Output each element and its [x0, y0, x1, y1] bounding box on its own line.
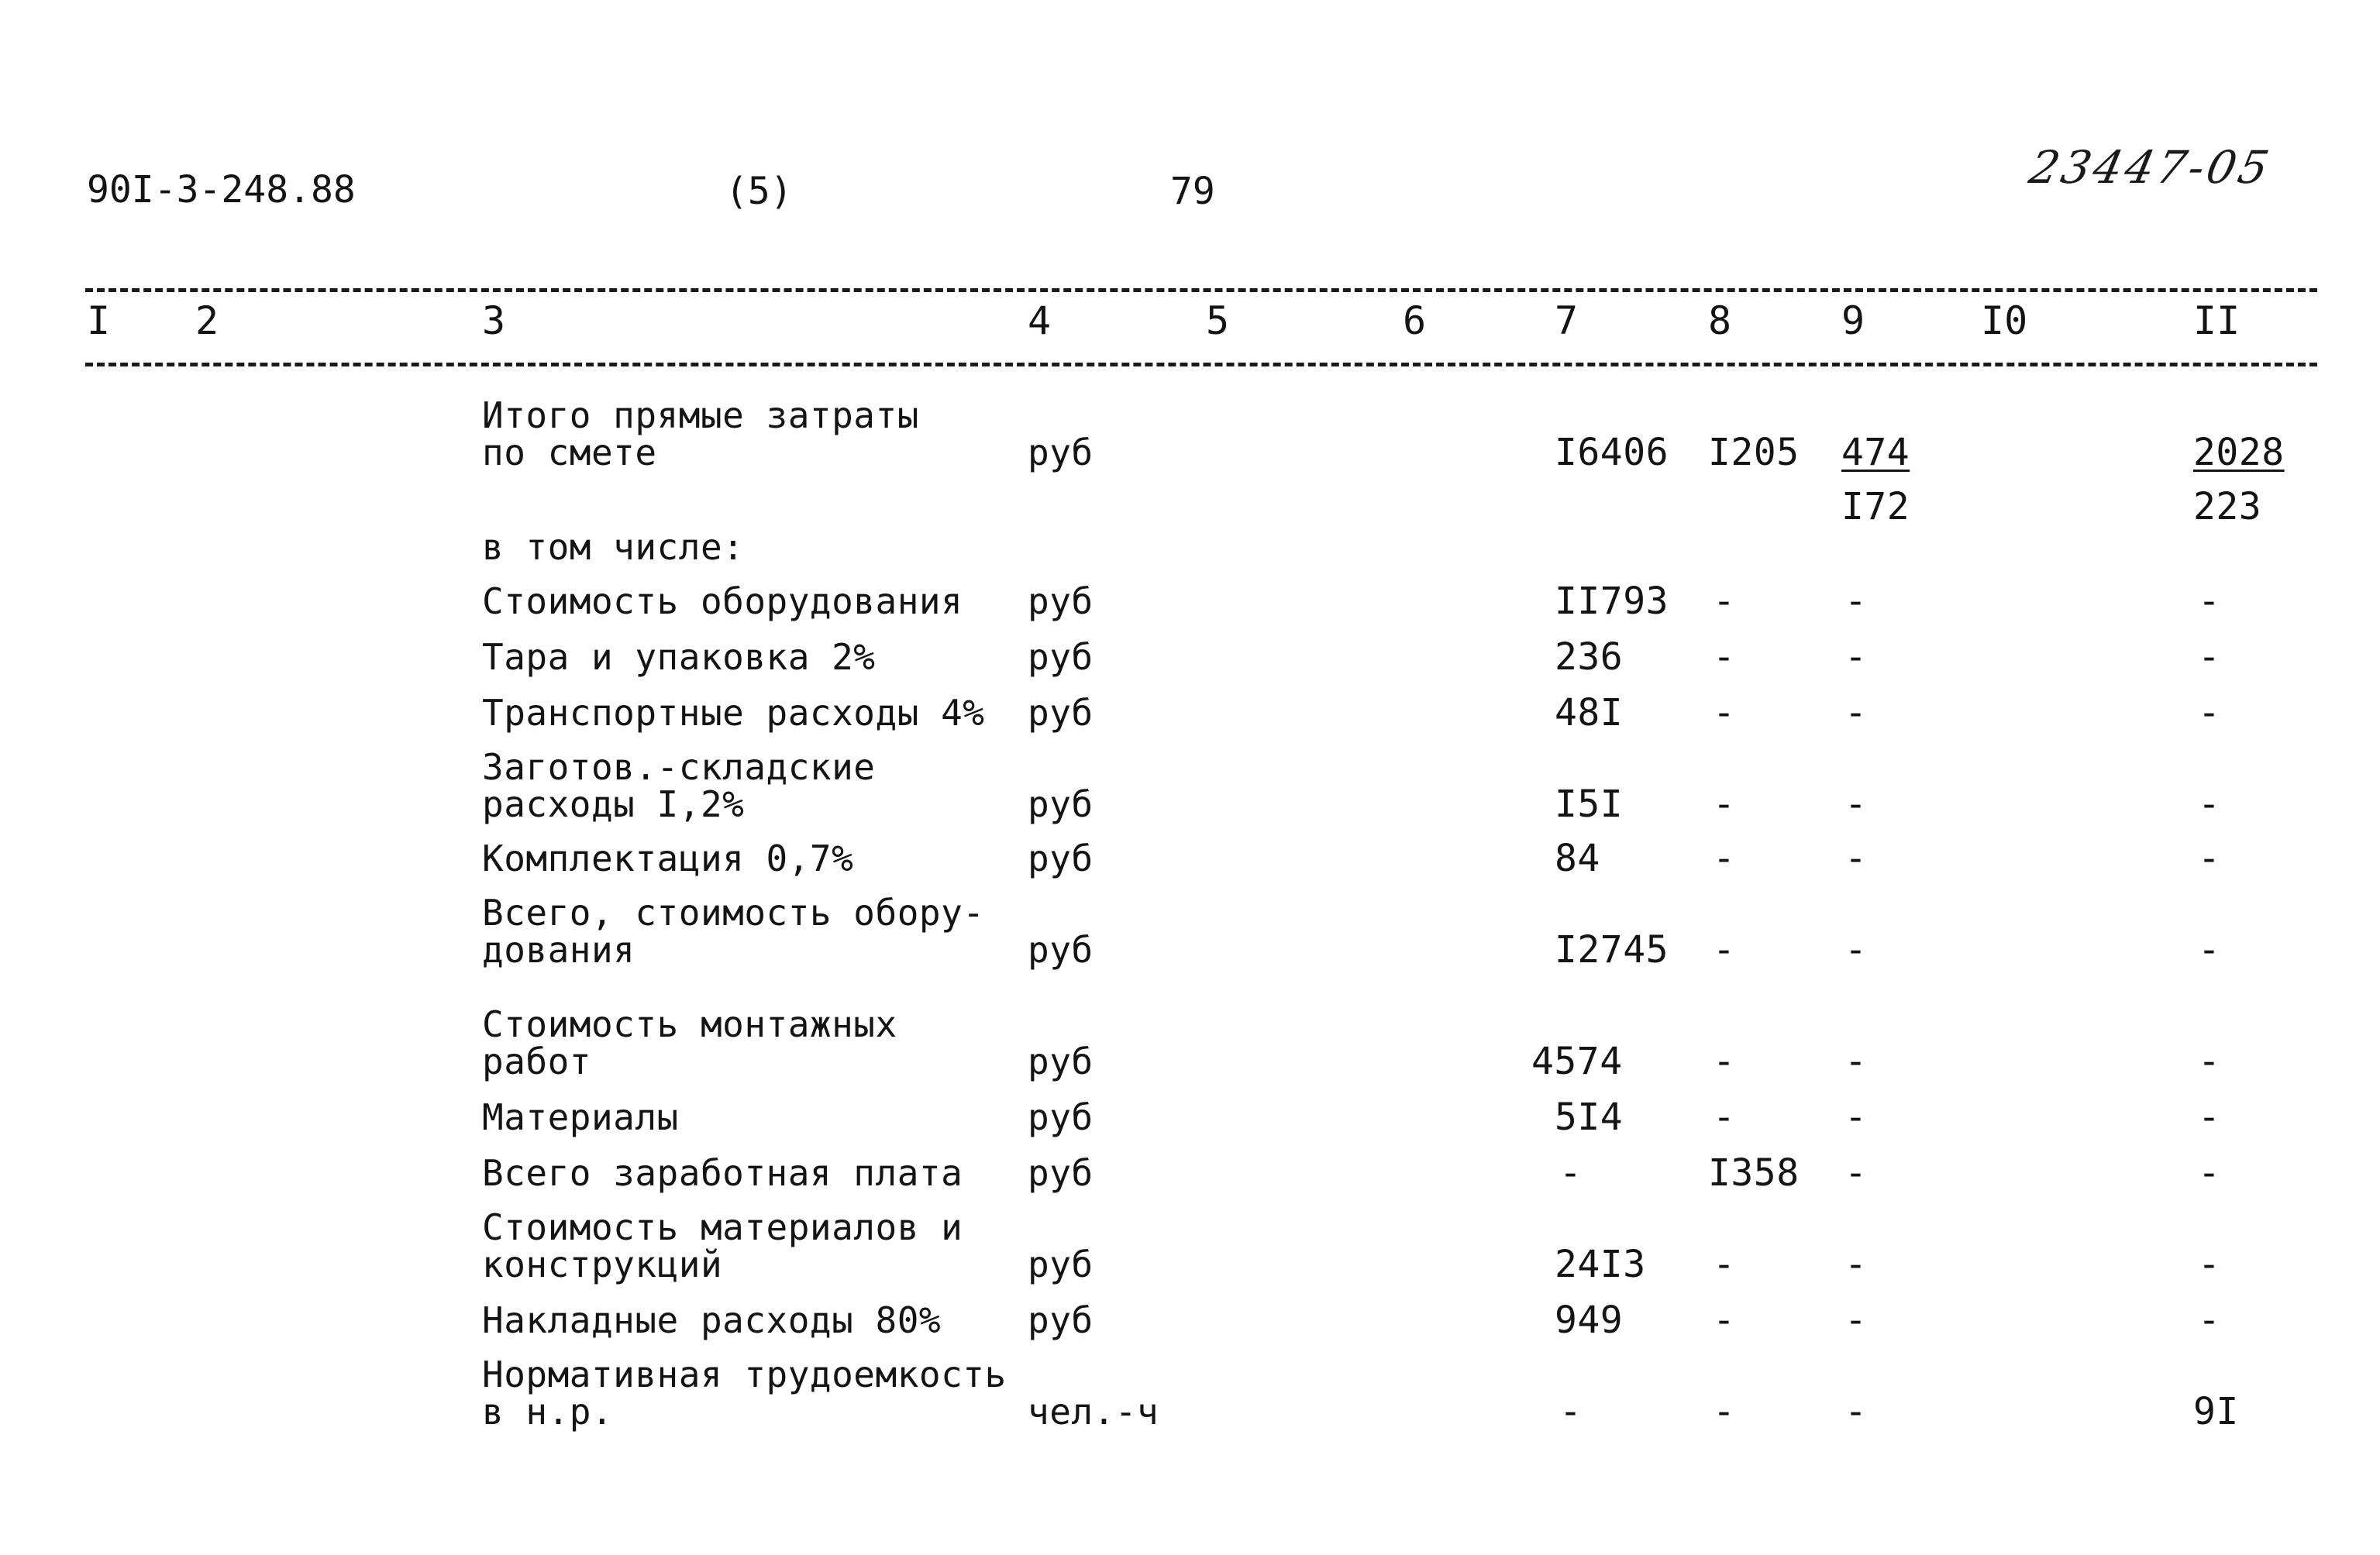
column-number-6: 6	[1403, 298, 1427, 343]
row-unit: руб	[1028, 580, 1094, 622]
cell-col8: -	[1713, 837, 1736, 880]
header-top-rule	[85, 288, 2317, 292]
row-name-line: расходы I,2%	[482, 783, 745, 825]
cell-col9-numerator: 474	[1841, 431, 1910, 474]
cell-col9: -	[1844, 837, 1868, 880]
cell-col7: 5I4	[1555, 1096, 1624, 1139]
cell-col7: 236	[1555, 635, 1624, 679]
column-number-5: 5	[1206, 298, 1230, 343]
cell-col8: -	[1713, 1040, 1736, 1083]
cell-col11: -	[2198, 1299, 2221, 1342]
cell-col7: -	[1559, 1151, 1583, 1195]
row-name-line: работ	[482, 1041, 591, 1082]
row-name-line: Накладные расходы 80%	[482, 1299, 942, 1341]
cell-col9: -	[1844, 783, 1868, 826]
row-name-line: Заготов.-складские	[482, 746, 876, 788]
cell-col11: -	[2198, 635, 2221, 679]
row-name-line: по смете	[482, 432, 657, 473]
cell-col7: I2745	[1555, 928, 1669, 972]
cell-col11-denominator: 223	[2193, 485, 2262, 528]
column-number-10: I0	[1981, 298, 2028, 343]
row-name-line: конструкций	[482, 1244, 723, 1285]
handwritten-number: 23447-05	[2024, 141, 2277, 194]
cell-col9: -	[1844, 1040, 1868, 1083]
cell-col9: -	[1844, 635, 1868, 679]
row-name-line: в том числе:	[482, 526, 745, 568]
column-number-3: 3	[482, 298, 506, 343]
cell-col8: -	[1713, 1096, 1736, 1139]
column-number-11: II	[2193, 298, 2241, 343]
cell-col7: 4574	[1531, 1040, 1623, 1083]
cell-col8: -	[1713, 580, 1736, 623]
column-number-2: 2	[195, 298, 219, 343]
row-unit: руб	[1028, 636, 1094, 678]
cell-col8: I358	[1708, 1151, 1800, 1195]
cell-col7: -	[1559, 1390, 1583, 1433]
cell-col7: 84	[1555, 837, 1600, 880]
row-unit: руб	[1028, 1096, 1094, 1138]
header-bottom-rule	[85, 363, 2317, 366]
cell-col7: II793	[1555, 580, 1669, 623]
row-name-line: Стоимость оборудования	[482, 580, 963, 622]
cell-col9: -	[1844, 1390, 1868, 1433]
row-name-line: Стоимость монтажных	[482, 1003, 897, 1045]
row-name-line: Комплектация 0,7%	[482, 838, 854, 879]
cell-col11-numerator: 2028	[2193, 431, 2285, 474]
column-number-4: 4	[1028, 298, 1052, 343]
cell-col11: -	[2198, 1243, 2221, 1286]
page-number: 79	[1170, 170, 1215, 213]
cell-col11: -	[2198, 1040, 2221, 1083]
column-number-8: 8	[1708, 298, 1732, 343]
row-name-line: Тара и упаковка 2%	[482, 636, 876, 678]
cell-col9: -	[1844, 1299, 1868, 1342]
row-unit: руб	[1028, 1041, 1094, 1082]
column-number-9: 9	[1841, 298, 1865, 343]
row-name-line: дования	[482, 929, 635, 971]
cell-col8: -	[1713, 1243, 1736, 1286]
row-unit: руб	[1028, 1299, 1094, 1341]
column-number-1: I	[87, 298, 111, 343]
row-name-line: Стоимость материалов и	[482, 1206, 963, 1248]
cell-col11: -	[2198, 783, 2221, 826]
cell-col9-denominator: I72	[1841, 485, 1910, 528]
row-unit: руб	[1028, 432, 1094, 473]
cell-col8: -	[1713, 928, 1736, 972]
cell-col7: 949	[1555, 1299, 1624, 1342]
cell-col11: -	[2198, 1151, 2221, 1195]
row-unit: руб	[1028, 929, 1094, 971]
cell-col11: -	[2198, 691, 2221, 734]
cell-col8: -	[1713, 691, 1736, 734]
cell-col9: -	[1844, 580, 1868, 623]
cell-col9: -	[1844, 928, 1868, 972]
cell-col11: -	[2198, 928, 2221, 972]
sheet-label: (5)	[725, 170, 793, 213]
cell-col11: -	[2198, 1096, 2221, 1139]
row-name-line: Всего заработная плата	[482, 1152, 963, 1194]
cell-col9: -	[1844, 1096, 1868, 1139]
cell-col7: I6406	[1555, 431, 1669, 474]
cell-col8: -	[1713, 1390, 1736, 1433]
cell-col8: -	[1713, 1299, 1736, 1342]
row-name-line: Нормативная трудоемкость	[482, 1354, 1007, 1395]
cell-col9: -	[1844, 691, 1868, 734]
row-name-line: Всего, стоимость обору-	[482, 892, 985, 934]
row-unit: руб	[1028, 1244, 1094, 1285]
row-unit: руб	[1028, 838, 1094, 879]
document-code: 90I-3-248.88	[87, 168, 356, 212]
cell-col8: -	[1713, 635, 1736, 679]
cell-col7: 24I3	[1555, 1243, 1646, 1286]
cell-col9: -	[1844, 1243, 1868, 1286]
cell-col8: I205	[1708, 431, 1800, 474]
row-unit: чел.-ч	[1028, 1391, 1159, 1433]
cell-col8: -	[1713, 783, 1736, 826]
cell-col7: I5I	[1555, 783, 1624, 826]
row-name-line: в н.р.	[482, 1391, 614, 1433]
row-name-line: Итого прямые затраты	[482, 394, 919, 436]
cell-col11: -	[2198, 837, 2221, 880]
row-unit: руб	[1028, 783, 1094, 825]
row-name-line: Транспортные расходы 4%	[482, 692, 985, 734]
cell-col7: 48I	[1555, 691, 1624, 734]
row-unit: руб	[1028, 1152, 1094, 1194]
cell-col11: -	[2198, 580, 2221, 623]
cell-col11: 9I	[2193, 1390, 2239, 1433]
row-unit: руб	[1028, 692, 1094, 734]
row-name-line: Материалы	[482, 1096, 679, 1138]
column-number-7: 7	[1555, 298, 1579, 343]
cell-col9: -	[1844, 1151, 1868, 1195]
